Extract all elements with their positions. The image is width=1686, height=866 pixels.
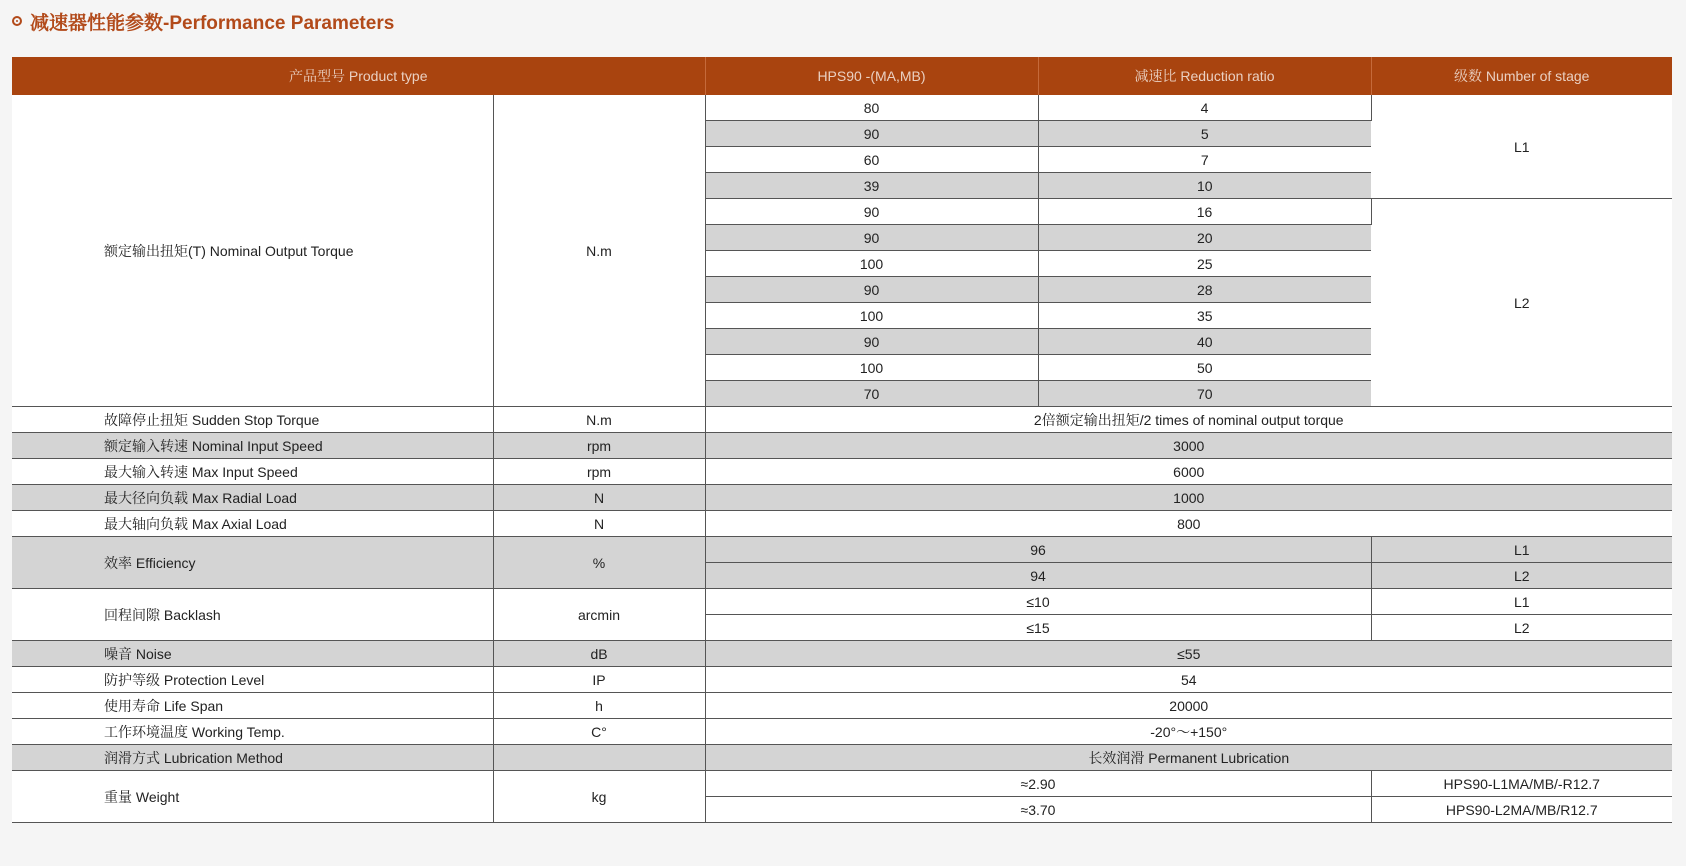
torque-label: 额定输出扭矩(T) Nominal Output Torque (12, 95, 493, 407)
performance-parameters-table (12, 57, 1672, 823)
backlash-stage: L1 (1371, 589, 1672, 615)
table-row (12, 459, 1672, 485)
axial-load-unit: N (493, 511, 705, 537)
efficiency-stage: L1 (1371, 537, 1672, 563)
torque-value: 100 (705, 303, 1038, 329)
lubrication-unit (493, 745, 705, 771)
table-row (12, 693, 1672, 719)
backlash-label: 回程间隙 Backlash (12, 589, 493, 641)
torque-value: 60 (705, 147, 1038, 173)
weight-model: HPS90-L2MA/MB/R12.7 (1371, 797, 1672, 823)
target-bullet-icon (12, 16, 22, 26)
header-product-type: 产品型号 Product type (12, 57, 705, 95)
header-reduction-ratio: 减速比 Reduction ratio (1038, 57, 1371, 95)
backlash-unit: arcmin (493, 589, 705, 641)
torque-ratio: 7 (1038, 147, 1371, 173)
max-speed-label: 最大输入转速 Max Input Speed (12, 459, 493, 485)
table-row (12, 537, 1672, 563)
torque-stage-l2: L2 (1371, 199, 1672, 407)
torque-ratio: 25 (1038, 251, 1371, 277)
torque-value: 90 (705, 199, 1038, 225)
noise-value: ≤55 (705, 641, 1672, 667)
table-header-row (12, 57, 1672, 95)
max-speed-value: 6000 (705, 459, 1672, 485)
weight-unit: kg (493, 771, 705, 823)
torque-value: 70 (705, 381, 1038, 407)
lubrication-value: 长效润滑 Permanent Lubrication (705, 745, 1672, 771)
section-title-text: 减速器性能参数-Performance Parameters (30, 12, 395, 34)
table-row (12, 745, 1672, 771)
torque-value: 100 (705, 355, 1038, 381)
torque-value: 39 (705, 173, 1038, 199)
stop-torque-value: 2倍额定输出扭矩/2 times of nominal output torque (705, 407, 1672, 433)
noise-label: 噪音 Noise (12, 641, 493, 667)
torque-ratio: 70 (1038, 381, 1371, 407)
temp-label: 工作环境温度 Working Temp. (12, 719, 493, 745)
lubrication-label: 润滑方式 Lubrication Method (12, 745, 493, 771)
stop-torque-label: 故障停止扭矩 Sudden Stop Torque (12, 407, 493, 433)
torque-ratio: 5 (1038, 121, 1371, 147)
weight-value: ≈2.90 (705, 771, 1371, 797)
header-model: HPS90 -(MA,MB) (705, 57, 1038, 95)
efficiency-stage: L2 (1371, 563, 1672, 589)
protection-unit: IP (493, 667, 705, 693)
torque-stage-l1: L1 (1371, 95, 1672, 199)
torque-value: 90 (705, 277, 1038, 303)
table-row (12, 589, 1672, 615)
life-label: 使用寿命 Life Span (12, 693, 493, 719)
torque-value: 100 (705, 251, 1038, 277)
torque-value: 90 (705, 329, 1038, 355)
nominal-speed-unit: rpm (493, 433, 705, 459)
torque-value: 80 (705, 95, 1038, 121)
temp-unit: C° (493, 719, 705, 745)
backlash-value: ≤10 (705, 589, 1371, 615)
table-row (12, 95, 1672, 121)
efficiency-value: 94 (705, 563, 1371, 589)
temp-value: -20°～+150° (705, 719, 1672, 745)
torque-unit: N.m (493, 95, 705, 407)
torque-ratio: 20 (1038, 225, 1371, 251)
life-unit: h (493, 693, 705, 719)
torque-ratio: 40 (1038, 329, 1371, 355)
torque-ratio: 4 (1038, 95, 1371, 121)
header-number-of-stage: 级数 Number of stage (1371, 57, 1672, 95)
weight-model: HPS90-L1MA/MB/-R12.7 (1371, 771, 1672, 797)
table-row (12, 719, 1672, 745)
protection-label: 防护等级 Protection Level (12, 667, 493, 693)
life-value: 20000 (705, 693, 1672, 719)
max-speed-unit: rpm (493, 459, 705, 485)
torque-ratio: 28 (1038, 277, 1371, 303)
radial-load-unit: N (493, 485, 705, 511)
table-row (12, 433, 1672, 459)
table-row (12, 485, 1672, 511)
nominal-speed-value: 3000 (705, 433, 1672, 459)
noise-unit: dB (493, 641, 705, 667)
backlash-value: ≤15 (705, 615, 1371, 641)
torque-ratio: 50 (1038, 355, 1371, 381)
nominal-speed-label: 额定输入转速 Nominal Input Speed (12, 433, 493, 459)
efficiency-label: 效率 Efficiency (12, 537, 493, 589)
torque-value: 90 (705, 121, 1038, 147)
table-row (12, 771, 1672, 797)
stop-torque-unit: N.m (493, 407, 705, 433)
axial-load-value: 800 (705, 511, 1672, 537)
weight-label: 重量 Weight (12, 771, 493, 823)
axial-load-label: 最大轴向负载 Max Axial Load (12, 511, 493, 537)
radial-load-label: 最大径向负载 Max Radial Load (12, 485, 493, 511)
radial-load-value: 1000 (705, 485, 1672, 511)
section-title (12, 6, 394, 36)
torque-value: 90 (705, 225, 1038, 251)
table-row (12, 511, 1672, 537)
torque-ratio: 35 (1038, 303, 1371, 329)
efficiency-unit: % (493, 537, 705, 589)
protection-value: 54 (705, 667, 1672, 693)
weight-value: ≈3.70 (705, 797, 1371, 823)
table-row (12, 641, 1672, 667)
table-row (12, 407, 1672, 433)
torque-ratio: 16 (1038, 199, 1371, 225)
efficiency-value: 96 (705, 537, 1371, 563)
table-row (12, 667, 1672, 693)
torque-ratio: 10 (1038, 173, 1371, 199)
backlash-stage: L2 (1371, 615, 1672, 641)
